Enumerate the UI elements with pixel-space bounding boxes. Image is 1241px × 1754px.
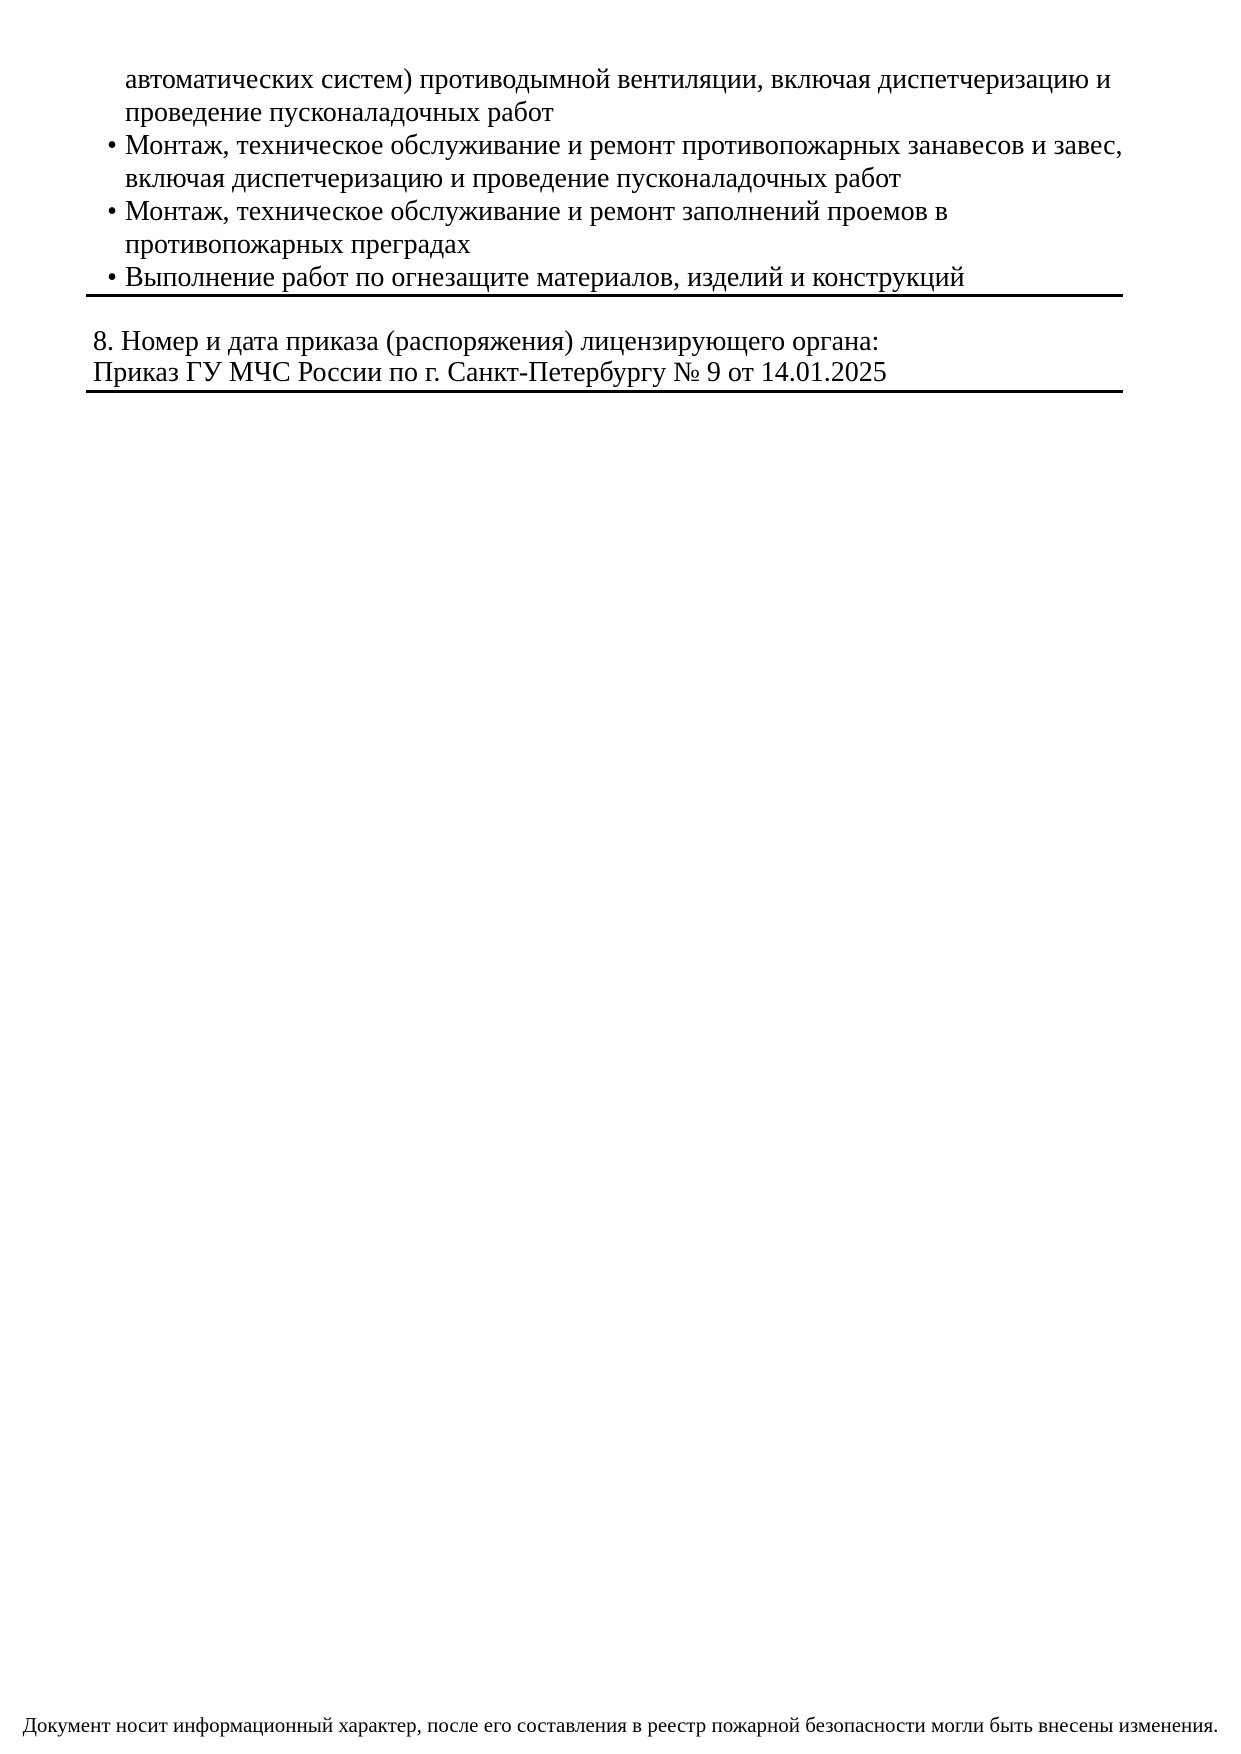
- section-8-label: 8. Номер и дата приказа (распоряжения) лицензирующего органа:: [93, 326, 880, 357]
- list-item-text: Монтаж, техническое обслуживание и ремонт заполнений проемов в противопожарных преградах: [125, 196, 949, 260]
- bullet-icon: •: [107, 130, 117, 161]
- list-item: [107, 195, 1145, 261]
- list-item: [107, 261, 1145, 294]
- section-8-value: Приказ ГУ МЧС России по г. Санкт-Петербургу № 9 от 14.01.2025: [93, 357, 887, 388]
- section-8-block: [93, 326, 1145, 388]
- bullet-icon: •: [107, 262, 117, 293]
- list-item: [107, 129, 1145, 195]
- footer-note: Документ носит информационный характер, после его составления в реестр пожарной безопасности могли быть внесены изменения.: [22, 1713, 1219, 1737]
- work-types-block: [107, 63, 1145, 294]
- bullet-icon: •: [107, 196, 117, 227]
- continuation-paragraph: автоматических систем) противодымной вентиляции, включая диспетчеризацию и проведение пусконаладочных работ: [125, 64, 1112, 128]
- work-types-list: [107, 129, 1145, 294]
- field-underline: [86, 390, 1123, 393]
- list-item-text: Монтаж, техническое обслуживание и ремонт противопожарных занавесов и завес, включая диспетчеризацию и проведение пусконаладочных работ: [125, 130, 1123, 194]
- field-underline: [86, 294, 1123, 297]
- list-item-text: Выполнение работ по огнезащите материалов, изделий и конструкций: [125, 262, 965, 293]
